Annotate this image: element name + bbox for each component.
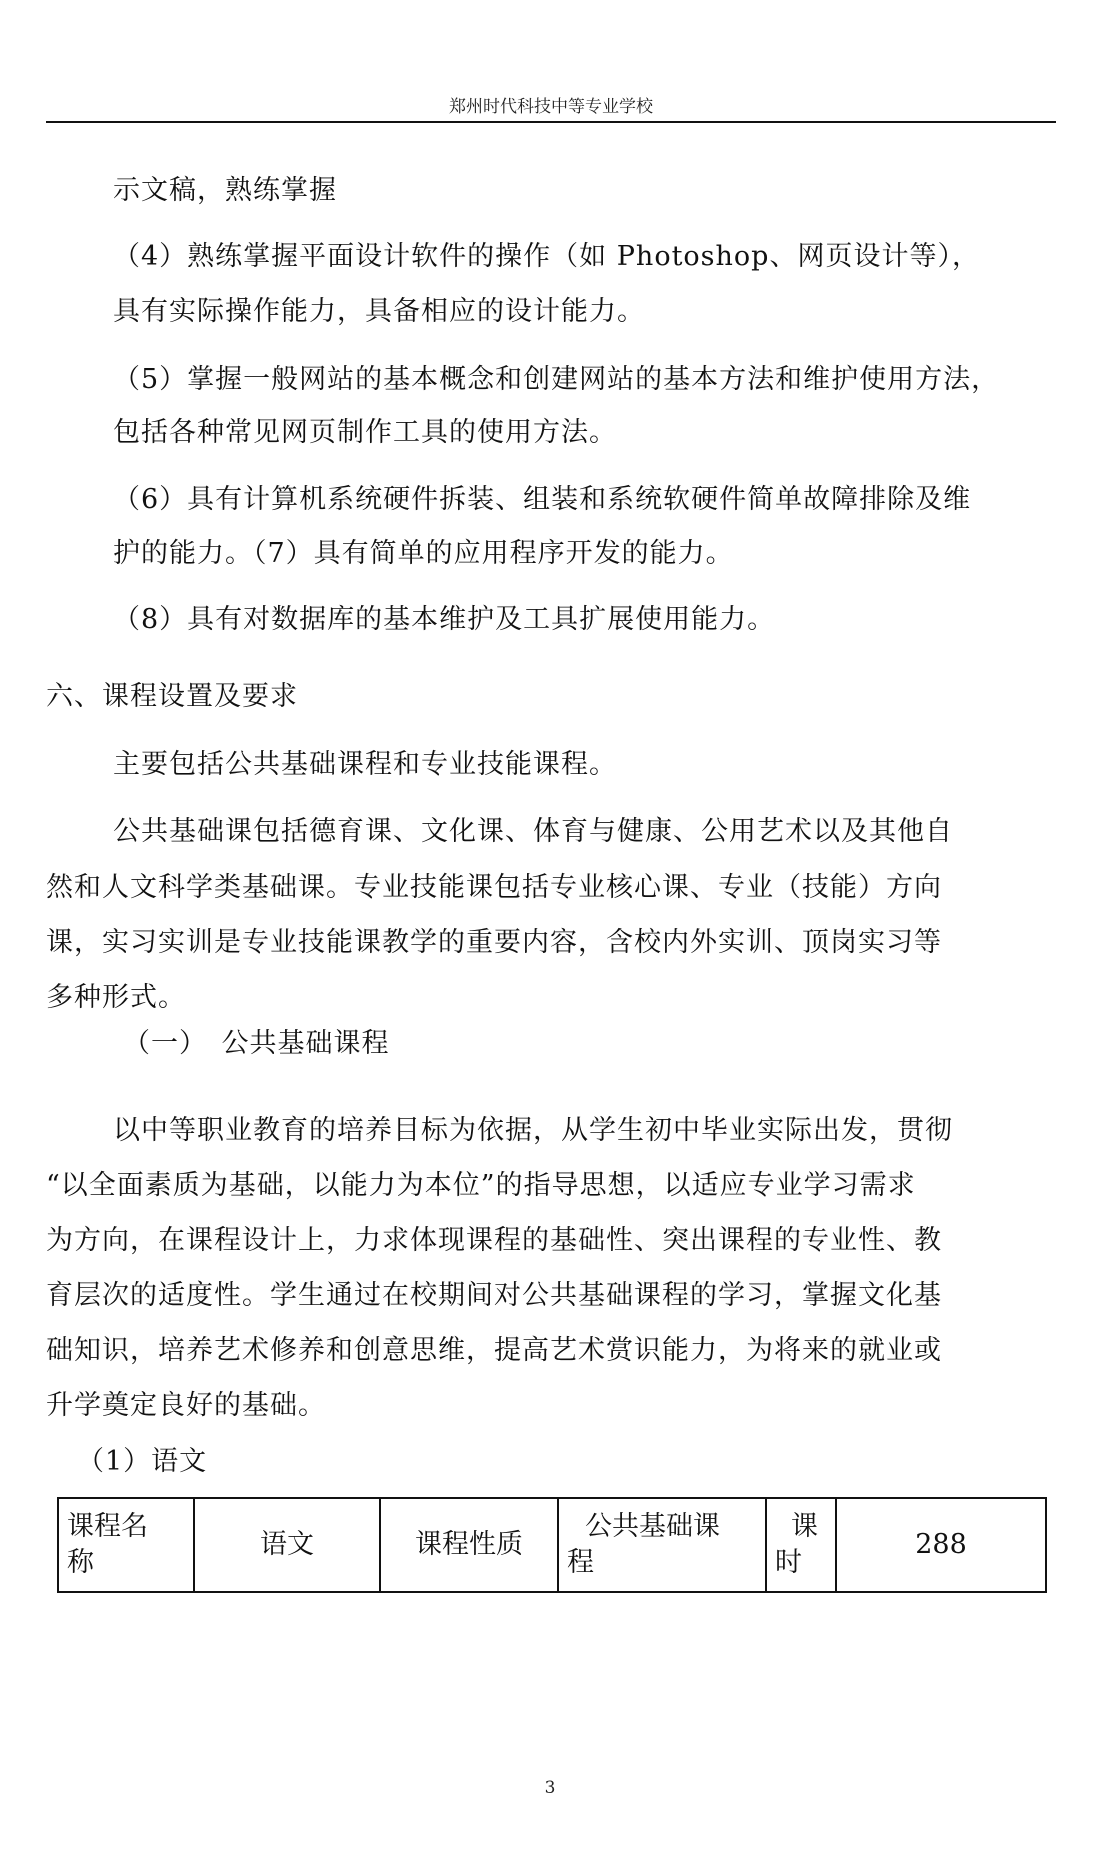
course-hours-label-cell [766,1498,836,1592]
item-heading: （1）语文 [77,1446,208,1477]
text-line: 然和人文科学类基础课。专业技能课包括专业核心课、专业（技能）方向 [46,872,942,903]
course-hours-value: 288 [915,1529,967,1560]
text-line: 育层次的适度性。学生通过在校期间对公共基础课程的学习，掌握文化基 [46,1280,942,1311]
text-line: （8）具有对数据库的基本维护及工具扩展使用能力。 [113,604,776,635]
page-header: 郑州时代科技中等专业学校 [449,97,653,117]
text-line: （6）具有计算机系统硬件拆装、组装和系统软硬件简单故障排除及维 [113,484,972,515]
text-line: 公共基础课包括德育课、文化课、体育与健康、公用艺术以及其他自 [113,816,953,847]
text-line: 示文稿，熟练掌握 [113,175,337,206]
subsection-heading: （一） 公共基础课程 [123,1028,390,1059]
course-name-label-line2: 称 [67,1547,94,1578]
course-name-value: 语文 [260,1529,314,1560]
header-divider [46,121,1056,123]
text-line: （4）熟练掌握平面设计软件的操作（如 Photoshop、网页设计等）， [113,241,980,272]
text-line: 为方向，在课程设计上，力求体现课程的基础性、突出课程的专业性、教 [46,1225,942,1256]
text-line: “以全面素质为基础，以能力为本位”的指导思想，以适应专业学习需求 [46,1170,916,1201]
course-name-label-line1: 课程名 [67,1511,148,1542]
text-line: 包括各种常见网页制作工具的使用方法。 [113,417,617,448]
text-line: 课，实习实训是专业技能课教学的重要内容，含校内外实训、顶岗实习等 [46,927,942,958]
course-nature-value-line2: 程 [567,1547,594,1578]
text-line: 多种形式。 [46,982,186,1013]
text-line: 主要包括公共基础课程和专业技能课程。 [113,749,617,780]
course-nature-value-cell [558,1498,766,1592]
text-line: 础知识，培养艺术修养和创意思维，提高艺术赏识能力，为将来的就业或 [46,1335,942,1366]
course-nature-value-line1: 公共基础课 [585,1511,720,1542]
course-name-label-cell [58,1498,194,1592]
course-hours-label-line2: 时 [775,1547,802,1578]
text-line: （5）掌握一般网站的基本概念和创建网站的基本方法和维护使用方法， [113,364,1000,395]
course-name-value-cell [194,1498,380,1592]
text-line: 升学奠定良好的基础。 [46,1390,326,1421]
page-number: 3 [544,1778,556,1798]
course-hours-label-line1: 课 [791,1511,818,1542]
course-info-table [57,1497,1047,1593]
text-line: 以中等职业教育的培养目标为依据，从学生初中毕业实际出发，贯彻 [113,1115,953,1146]
text-line: 护的能力。（7）具有简单的应用程序开发的能力。 [113,538,734,569]
course-nature-label: 课程性质 [415,1529,523,1560]
section-heading: 六、课程设置及要求 [46,681,298,712]
course-nature-label-cell [380,1498,558,1592]
course-hours-value-cell [836,1498,1046,1592]
table-row [58,1498,1046,1592]
text-line: 具有实际操作能力，具备相应的设计能力。 [113,296,645,327]
